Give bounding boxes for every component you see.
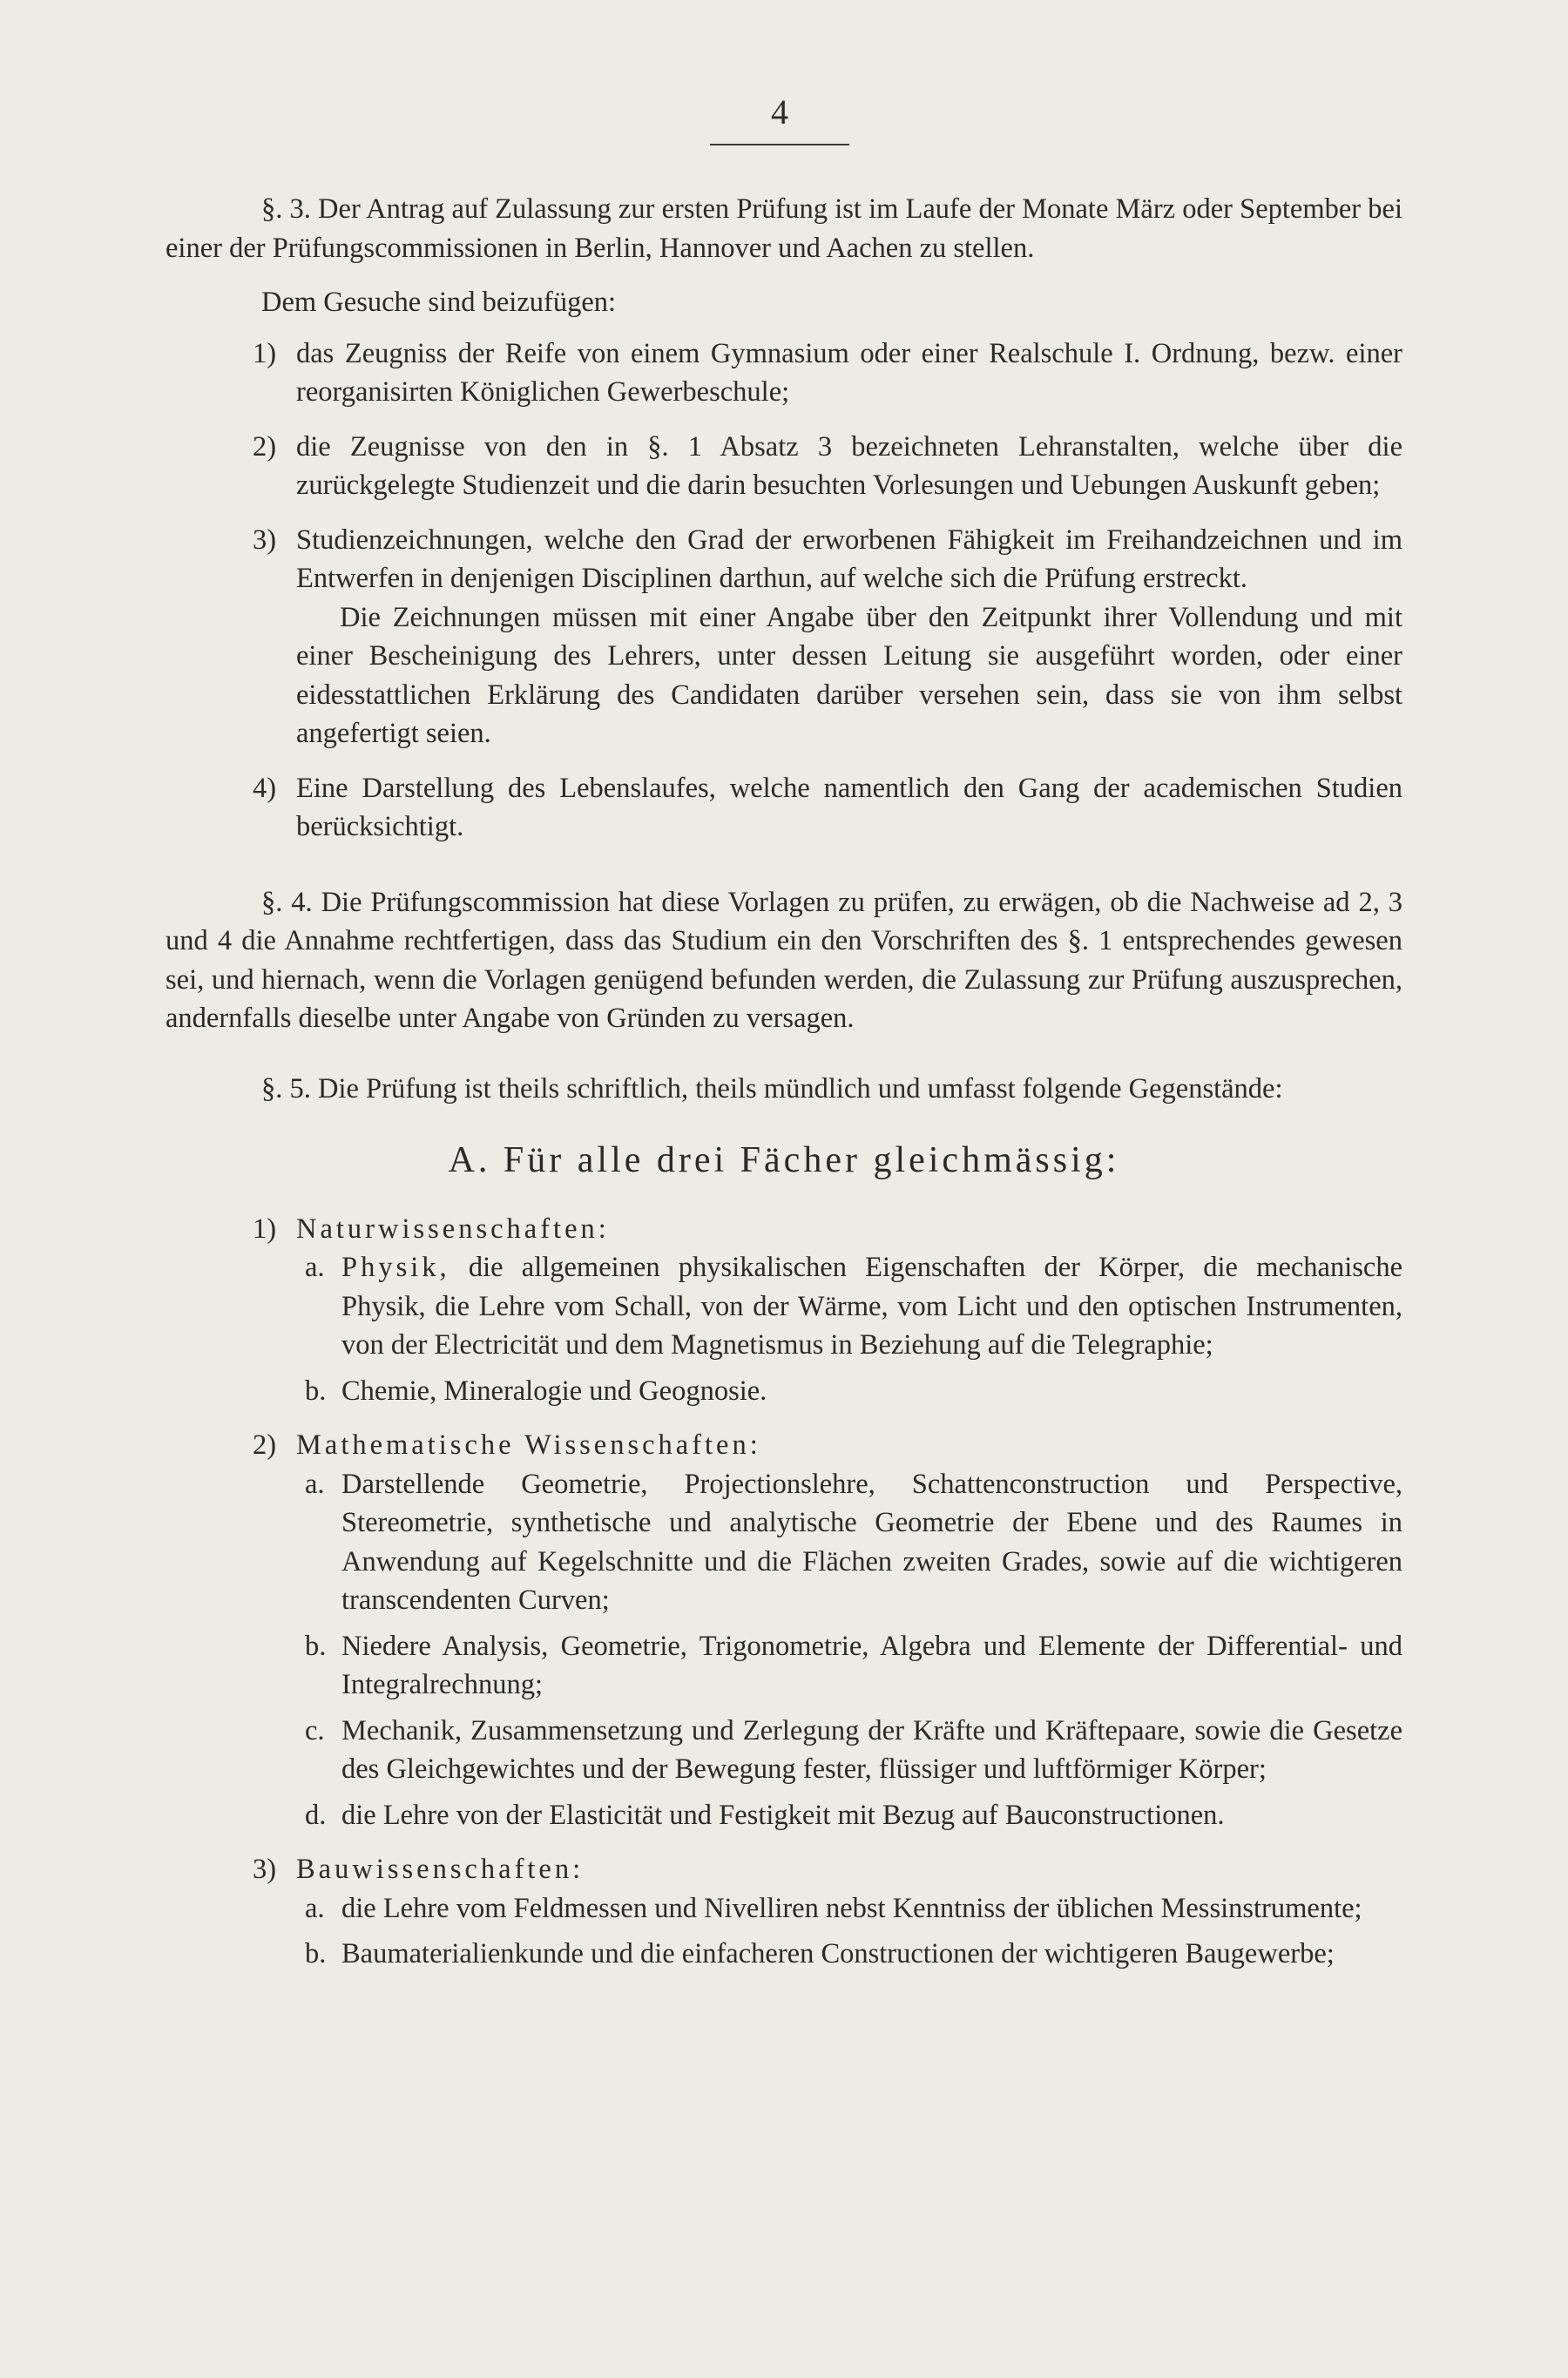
- sub-item-letter: a.: [305, 1892, 325, 1924]
- list-item-number: 4): [253, 772, 277, 804]
- category-label: Bauwissenschaften:: [296, 1854, 585, 1885]
- sub-item-letter: b.: [305, 1630, 327, 1662]
- sub-item-letter: d.: [305, 1799, 327, 1831]
- sub-item-text: Niedere Analysis, Geometrie, Trigonometrie, Algebra und Elemente der Differential- und Integralrechnung;: [341, 1630, 1402, 1700]
- sub-item: [305, 1248, 1402, 1365]
- sub-item: [305, 1627, 1402, 1705]
- sub-item: [305, 1889, 1402, 1929]
- sub-item-text: Chemie, Mineralogie und Geognosie.: [341, 1375, 767, 1407]
- list-item: [253, 428, 1402, 505]
- sub-item-text: Darstellende Geometrie, Projectionslehre, Schattenconstruction und Perspective, Stereometrie, synthetische und analytische Geometrie der Ebene und des Raumes in Anwendung auf Kegelschnitte und die Flächen zweiten Grades, sowie auf die wichtigeren transcendenten Curven;: [341, 1468, 1402, 1616]
- header-rule: [710, 144, 849, 145]
- list-item: [253, 769, 1402, 847]
- sub-item-text: Baumaterialienkunde und die einfacheren Constructionen der wichtigeren Baugewerbe;: [341, 1938, 1335, 1969]
- sub-item: [305, 1935, 1402, 1974]
- sub-item-text: die Lehre vom Feldmessen und Nivelliren nebst Kenntniss der üblichen Messinstrumente;: [341, 1892, 1362, 1924]
- paragraph-3-lead: Dem Gesuche sind beizufügen:: [261, 287, 617, 318]
- sub-item-letter: c.: [305, 1714, 325, 1746]
- category-number: 3): [253, 1854, 277, 1885]
- category-number: 1): [253, 1213, 277, 1245]
- list-item-number: 2): [253, 430, 277, 463]
- category-label: Naturwissenschaften:: [296, 1213, 610, 1245]
- page-header: [710, 91, 849, 145]
- sub-item-letter: a.: [305, 1468, 325, 1500]
- category-number: 2): [253, 1429, 277, 1461]
- category-heading: [253, 1426, 1402, 1465]
- list-item-text: Studienzeichnungen, welche den Grad der erworbenen Fähigkeit im Freihandzeichnen und im Entwerfen in denjenigen Disciplinen darthun, auf welche sich die Prüfung erstreckt.: [296, 524, 1402, 594]
- list-item-number: 3): [253, 524, 277, 556]
- sub-item: [305, 1465, 1402, 1620]
- category-heading: [253, 1850, 1402, 1889]
- paragraph-3-intro: §. 3. Der Antrag auf Zulassung zur ersten Prüfung ist im Laufe der Monate März oder September bei einer der Prüfungscommissionen in Berlin, Hannover und Aachen zu stellen.: [166, 193, 1402, 264]
- paragraph-4: §. 4. Die Prüfungscommission hat diese Vorlagen zu prüfen, zu erwägen, ob die Nachweise ad 2, 3 und 4 die Annahme rechtfertigen, dass das Studium ein den Vorschriften des §. 1 entsprechendes gewesen sei, und hiernach, wenn die Vorlagen genügend befunden werden, die Zulassung zur Prüfung auszusprechen, andernfalls dieselbe unter Angabe von Gründen zu versagen.: [166, 886, 1402, 1034]
- list-item-note: Die Zeichnungen müssen mit einer Angabe über den Zeitpunkt ihrer Vollendung und mit einer Bescheinigung des Lehrers, unter dessen Leitung sie ausgeführt worden, oder einer eidesstattlichen Erklärung des Candidaten darüber versehen sein, dass sie von ihm selbst angefertigt seien.: [296, 601, 1402, 749]
- paragraph-5: §. 5. Die Prüfung ist theils schriftlich, theils mündlich und umfasst folgende Gegenstände:: [261, 1072, 1283, 1105]
- sub-item-letter: a.: [305, 1252, 325, 1283]
- page-number: 4: [771, 92, 788, 132]
- sub-item: [305, 1796, 1402, 1835]
- list-item: [253, 334, 1402, 412]
- body-text: [166, 190, 1402, 1974]
- list-item-number: 1): [253, 337, 277, 369]
- sub-item: [305, 1712, 1402, 1789]
- sub-item-body: die allgemeinen physikalischen Eigenschaften der Körper, die mechanische Physik, die Lehre vom Schall, von der Wärme, vom Licht und den optischen Instrumenten, von der Electricität und dem Magnetismus in Beziehung auf die Telegraphie;: [341, 1252, 1402, 1361]
- category-heading: [253, 1210, 1402, 1249]
- sub-item-head: Physik,: [341, 1252, 450, 1283]
- sub-item-text: Mechanik, Zusammensetzung und Zerlegung der Kräfte und Kräftepaare, sowie die Gesetze des Gleichgewichtes und der Bewegung fester, flüssiger und luftförmiger Körper;: [341, 1714, 1402, 1785]
- sub-item-letter: b.: [305, 1375, 327, 1407]
- sub-item: [305, 1372, 1402, 1411]
- section-heading: A. Für alle drei Fächer gleichmässig:: [448, 1140, 1120, 1180]
- sub-item-text: [341, 1248, 1402, 1365]
- sub-item-letter: b.: [305, 1938, 327, 1969]
- list-item-text: die Zeugnisse von den in §. 1 Absatz 3 bezeichneten Lehranstalten, welche über die zurückgelegte Studienzeit und die darin besuchten Vorlesungen und Uebungen Auskunft geben;: [296, 430, 1402, 501]
- list-item: [253, 521, 1402, 753]
- category-label: Mathematische Wissenschaften:: [296, 1429, 761, 1461]
- list-item-text: das Zeugniss der Reife von einem Gymnasium oder einer Realschule I. Ordnung, bezw. einer reorganisirten Königlichen Gewerbeschule;: [296, 337, 1402, 408]
- list-item-text: Eine Darstellung des Lebenslaufes, welche namentlich den Gang der academischen Studien berücksichtigt.: [296, 772, 1402, 842]
- sub-item-text: die Lehre von der Elasticität und Festigkeit mit Bezug auf Bauconstructionen.: [341, 1799, 1225, 1831]
